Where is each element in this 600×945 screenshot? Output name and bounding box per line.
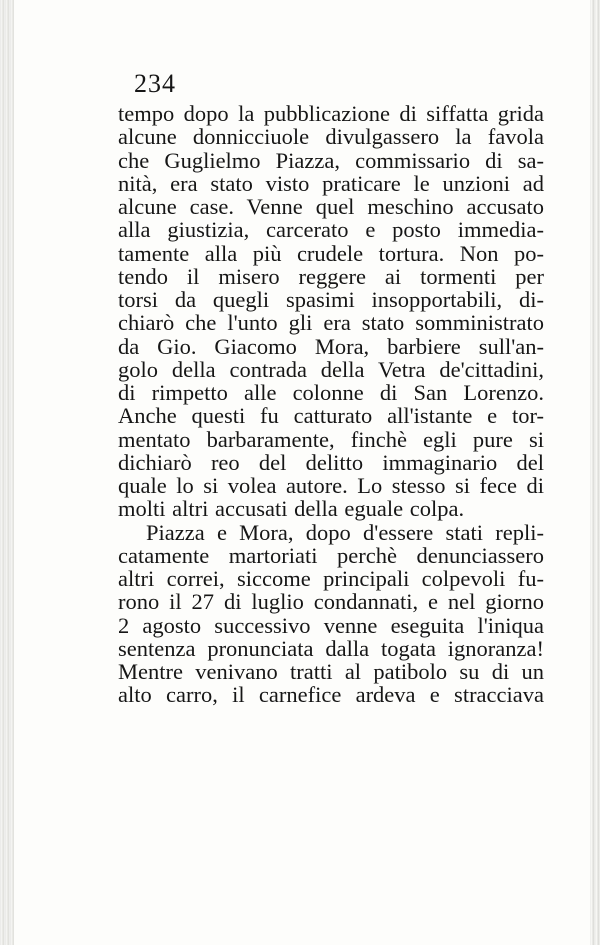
text-line: 2 agosto successivo venne eseguita l'iniqua — [118, 612, 544, 638]
text-line: Anche questi fu catturato all'istante e tor- — [118, 403, 544, 429]
text-line: alla giustizia, carcerato e posto immedia- — [118, 217, 544, 243]
text-line: Mentre venivano tratti al patibolo su di un — [118, 659, 544, 684]
text-line: nità, era stato visto praticare le unzioni ad — [118, 170, 544, 196]
text-line: sentenza pronunciata dalla togata ignoranza! — [118, 635, 544, 661]
text-line: alcune donnicciuole divulgassero la favola — [118, 124, 544, 150]
page-left-edge — [0, 0, 14, 945]
text-line: golo della contrada della Vetra de'cittadini, — [118, 356, 544, 382]
text-line: tamente alla più crudele tortura. Non po- — [118, 240, 544, 266]
text-line: quale lo si volea autore. Lo stesso si fece di — [118, 473, 544, 498]
text-line: catamente martoriati perchè denunciassero — [118, 542, 544, 568]
body-text — [118, 102, 544, 707]
text-line: molti altri accusati della eguale colpa. — [118, 496, 465, 522]
text-line: che Guglielmo Piazza, commissario di sa- — [118, 147, 544, 173]
text-line: di rimpetto alle colonne di San Lorenzo. — [118, 380, 544, 405]
text-line: dichiarò reo del delitto immaginario del — [118, 449, 544, 475]
text-line: mentato barbaramente, finchè egli pure si — [118, 426, 544, 452]
text-block — [118, 64, 544, 707]
page-number: 234 — [134, 69, 176, 98]
page-right-edge — [590, 0, 600, 945]
text-line: alto carro, il carnefice ardeva e stracciava — [118, 682, 544, 708]
text-line: Piazza e Mora, dopo d'essere stati repli- — [146, 519, 544, 545]
text-line: altri correi, siccome principali colpevoli fu- — [118, 566, 544, 591]
text-line: alcune case. Venne quel meschino accusato — [118, 194, 544, 219]
text-line: da Gio. Giacomo Mora, barbiere sull'an- — [118, 333, 544, 359]
text-line: tempo dopo la pubblicazione di siffatta grida — [118, 101, 544, 126]
text-line: rono il 27 di luglio condannati, e nel giorno — [118, 589, 544, 615]
text-line: chiarò che l'unto gli era stato somministrato — [118, 310, 544, 336]
text-line: tendo il misero reggere ai tormenti per — [118, 263, 544, 289]
text-line: torsi da quegli spasimi insopportabili, di- — [118, 287, 544, 312]
